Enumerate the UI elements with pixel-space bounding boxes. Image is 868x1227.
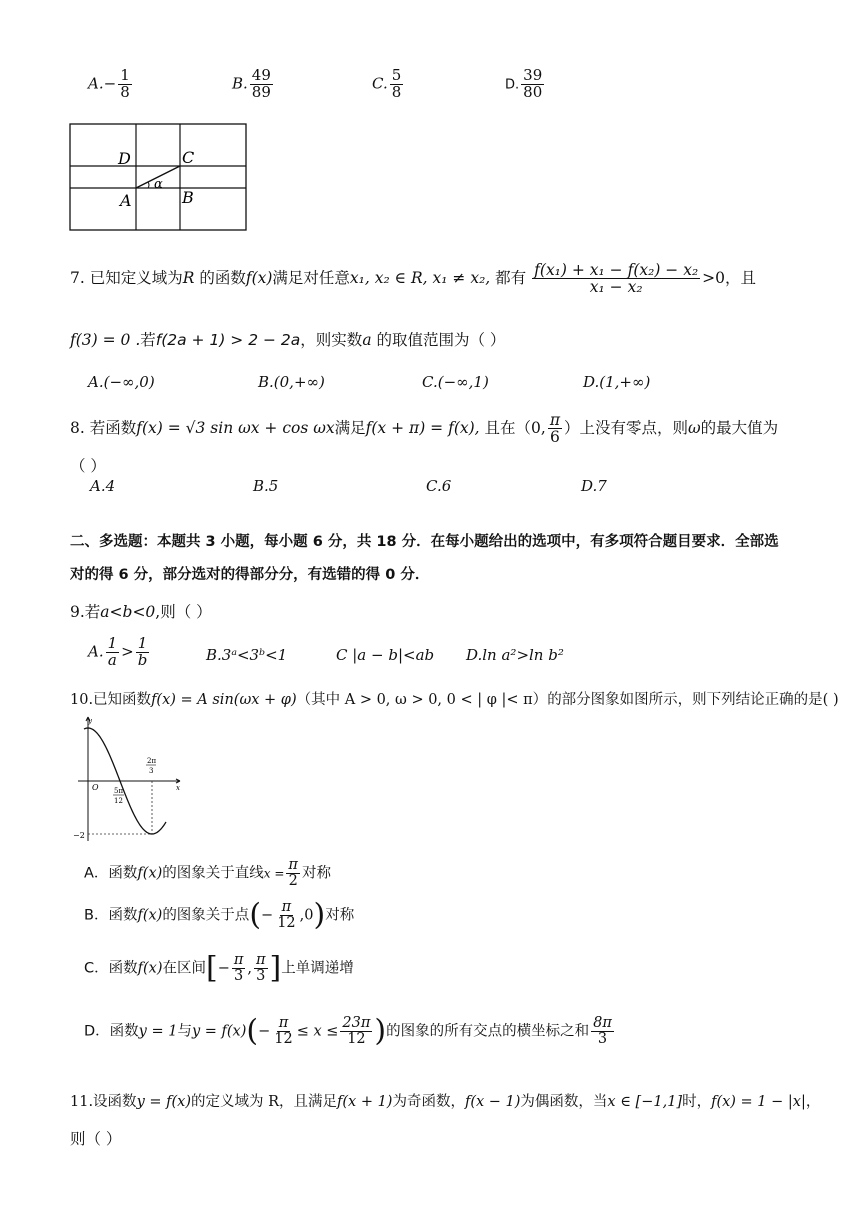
q6-option-a-label: A. xyxy=(88,74,104,93)
graph-t1-den: 12 xyxy=(114,797,123,805)
q10-b-label: B．函数 xyxy=(84,907,138,924)
q6-option-d xyxy=(505,68,546,101)
q8-prefix: 8. 若函数 xyxy=(70,418,137,437)
q10-b-text: 的图象关于点 xyxy=(162,907,250,924)
q11-e: ， xyxy=(805,1094,821,1110)
q10-d-y1: y = 1 xyxy=(138,1023,178,1040)
q9-stem xyxy=(70,600,212,622)
graph-y-label: y xyxy=(88,717,92,725)
q10-d-n2: 23π xyxy=(342,1015,371,1031)
q6-option-c-den: 8 xyxy=(391,82,402,101)
q8-frac-den: 6 xyxy=(549,428,560,447)
q8-stem-line1 xyxy=(70,412,778,446)
q10-b-den: 12 xyxy=(277,915,296,932)
q7-vars: x₁, x₂ ∈ R, x₁ ≠ x₂, xyxy=(349,268,491,287)
q11-f3: f(x) = 1 − |x| xyxy=(711,1094,806,1110)
q10-a-x: x = xyxy=(263,866,285,881)
q7-line2f: 的取值范围为（ ） xyxy=(371,331,506,349)
q10-b-num: π xyxy=(281,899,292,915)
q10-a-tail: 对称 xyxy=(301,865,331,882)
q7-fx: f(x) xyxy=(245,268,273,287)
q6-option-c-label: C. xyxy=(372,74,388,93)
q8-tail2: 的最大值为 xyxy=(700,418,779,437)
q9-tail: ,则（ ） xyxy=(155,603,212,621)
q8-cond: f(x + π) = f(x), xyxy=(365,418,480,437)
q7-option-c: C.(−∞,1) xyxy=(422,373,489,391)
q6-option-d-den: 80 xyxy=(523,82,543,101)
q7-line2d: ，则实数 xyxy=(300,331,363,349)
q7-tail: >0，且 xyxy=(702,268,757,287)
q10-c-label: C．函数 xyxy=(84,960,138,977)
q7-line2c: f(2a + 1) > 2 − 2a xyxy=(155,331,301,349)
q11-f2: f(x − 1) xyxy=(464,1094,521,1110)
graph-neg2: −2 xyxy=(73,831,85,840)
q7-r: R xyxy=(182,268,195,287)
q6-option-b-den: 89 xyxy=(251,82,271,101)
q8-option-a: A.4 xyxy=(90,477,116,495)
q8-func: f(x) = √3 sin ωx + cos ωx xyxy=(136,418,335,437)
q10-option-d: D．函数y = 1与y = f(x)(− $\frac{\pi}{12}$ ≤ x ≤ $\frac{23\pi}{12}$ )的图象的所有交点的横坐标之和 $\frac{8\pi}{3}$ xyxy=(84,1013,612,1049)
q8-option-d: D.7 xyxy=(581,477,607,495)
label-alpha: α xyxy=(154,177,163,192)
q11-interval: x ∈ [−1,1] xyxy=(607,1094,683,1110)
q10-c-n1: π xyxy=(233,952,244,968)
label-b: B xyxy=(182,188,194,207)
q10-c-fx: f(x) xyxy=(137,960,163,977)
q7-line2a: f(3) = 0 . xyxy=(70,331,141,349)
q11-a: 的定义域为 R，且满足 xyxy=(190,1094,338,1110)
q10-d-neg: − xyxy=(258,1023,271,1040)
q10-a-num: π xyxy=(288,857,298,873)
q10-stem xyxy=(70,688,839,709)
q9-option-b: B.3ᵃ<3ᵇ<1 xyxy=(206,646,288,664)
q11-func: y = f(x) xyxy=(136,1094,191,1110)
q7-line2b: 若 xyxy=(140,331,156,349)
q6-option-b xyxy=(232,68,275,101)
q11-stem-line1 xyxy=(70,1090,820,1111)
q10-c-tail: 上单调递增 xyxy=(281,960,354,977)
q11-f1: f(x + 1) xyxy=(337,1094,393,1110)
q10-b-neg: − xyxy=(261,907,274,924)
q6-option-b-label: B. xyxy=(232,74,248,93)
q9-prefix: 9.若 xyxy=(70,603,101,621)
q10-a-text: 的图象关于直线 xyxy=(162,865,264,882)
q6-option-a-den: 8 xyxy=(120,82,130,101)
q10-tail: 的部分图象如图所示，则下列结论正确的是( ) xyxy=(547,692,839,708)
q7-option-a: A.(−∞,0) xyxy=(88,373,155,391)
q8-omega: ω xyxy=(688,418,701,437)
q10-a-label: A．函数 xyxy=(84,865,138,882)
graph-x-label: x xyxy=(176,784,180,792)
q6-option-c xyxy=(372,68,405,101)
q10-c-d2: 3 xyxy=(256,968,266,985)
q6-option-a-num: 1 xyxy=(120,66,130,84)
q9-option-c: C |a − b|<ab xyxy=(336,646,435,664)
q10-option-b: B．函数f(x)的图象关于点(− $\frac{\pi}{12}$ ,0)对称 xyxy=(84,897,355,933)
q10-d-d2: 12 xyxy=(347,1031,366,1048)
q9-a-rel: > xyxy=(121,642,134,661)
q7-prefix: 7. 已知定义域为 xyxy=(70,268,183,287)
q10-d-d3: 3 xyxy=(597,1031,608,1048)
q10-c-d1: 3 xyxy=(234,968,244,985)
q10-d-d1: 12 xyxy=(274,1031,293,1048)
q9-a-d1: a xyxy=(107,650,117,669)
q10-b-point: ,0 xyxy=(299,907,314,924)
q7-stem-line2 xyxy=(70,328,505,350)
q6-option-a xyxy=(88,68,134,101)
q7-mid1: 的函数 xyxy=(194,268,246,287)
q7-option-d: D.(1,+∞) xyxy=(583,373,651,391)
q10-a-fx: f(x) xyxy=(137,865,163,882)
q7-option-b: B.(0,+∞) xyxy=(258,373,325,391)
q10-b-fx: f(x) xyxy=(137,907,163,924)
graph-t1-num: 5π xyxy=(114,787,124,795)
q7-frac-den: x₁ − x₂ xyxy=(589,278,643,297)
q10-c-text: 在区间 xyxy=(162,960,206,977)
q10-option-a xyxy=(84,858,331,889)
q11-stem-line2: 则（ ） xyxy=(70,1130,122,1148)
q8-paren: （ ） xyxy=(70,457,106,475)
q9-option-a xyxy=(88,636,151,669)
q8-mid2: 且在（0, xyxy=(479,418,546,437)
q10-prefix: 10.已知函数 xyxy=(70,692,152,708)
q10-d-n1: π xyxy=(278,1015,289,1031)
q10-cond: （其中 A > 0, ω > 0, 0 < | φ |< π） xyxy=(296,692,548,708)
section2-line1: 二、多选题：本题共 3 小题，每小题 6 分，共 18 分．在每小题给出的选项中，有多项符合题目要求．全部选 xyxy=(70,534,779,550)
q7-frac-num: f(x₁) + x₁ − f(x₂) − x₂ xyxy=(534,261,699,279)
q10-b-tail: 对称 xyxy=(325,907,355,924)
q6-option-c-num: 5 xyxy=(391,66,402,84)
q8-frac-num: π xyxy=(549,411,560,429)
q11-b: 为奇函数， xyxy=(392,1094,465,1110)
q10-a-den: 2 xyxy=(288,873,298,890)
section2-line2: 对的得 6 分，部分选对的得部分分，有选错的得 0 分． xyxy=(70,567,430,583)
q8-tail: ）上没有零点，则 xyxy=(564,418,689,437)
q10-d-text: 的图象的所有交点的横坐标之和 xyxy=(386,1023,590,1040)
q10-c-neg: − xyxy=(217,960,230,977)
q10-d-n3: 8π xyxy=(593,1015,612,1031)
q9-a-n2: 1 xyxy=(137,634,148,652)
q6-option-b-num: 49 xyxy=(251,66,271,84)
q8-option-b: B.5 xyxy=(253,477,279,495)
graph-t2-den: 3 xyxy=(149,767,154,775)
q7-line2e: a xyxy=(362,331,372,349)
q10-func: f(x) = A sin(ωx + φ) xyxy=(151,692,297,708)
q10-d-le: ≤ x ≤ xyxy=(296,1023,339,1040)
q10-option-c: C．函数f(x)在区间[− $\frac{\pi}{3}$ , $\frac{\pi}{3}$ ]上单调递增 xyxy=(84,950,354,986)
label-d: D xyxy=(118,149,131,168)
graph-t2-num: 2π xyxy=(147,757,157,765)
q10-d-label: D．函数 xyxy=(84,1023,139,1040)
q7-stem-line1 xyxy=(70,262,756,296)
q10-d-and: 与 xyxy=(177,1023,192,1040)
q6-option-d-label: D. xyxy=(505,77,520,93)
q10-d-y2: y = f(x) xyxy=(191,1023,247,1040)
q9-cond: a<b<0 xyxy=(100,603,156,621)
q7-mid3: 都有 xyxy=(490,268,527,287)
q11-c: 为偶函数，当 xyxy=(520,1094,608,1110)
q6-grid-figure xyxy=(68,122,250,234)
graph-origin: O xyxy=(92,783,99,792)
q11-prefix: 11.设函数 xyxy=(70,1094,137,1110)
q10-c-n2: π xyxy=(256,952,266,968)
q9-option-d: D.ln a²>ln b² xyxy=(466,646,564,664)
q6-option-d-num: 39 xyxy=(523,66,543,84)
q10-sine-graph xyxy=(70,713,190,843)
q6-option-a-sign: − xyxy=(103,74,117,93)
q9-a-n1: 1 xyxy=(107,634,118,652)
q9-option-a-label: A. xyxy=(88,642,104,661)
q8-mid: 满足 xyxy=(334,418,366,437)
q7-mid2: 满足对任意 xyxy=(272,268,350,287)
q8-option-c: C.6 xyxy=(426,477,452,495)
label-a: A xyxy=(120,191,132,210)
label-c: C xyxy=(182,148,195,167)
q11-d: 时， xyxy=(682,1094,712,1110)
q9-a-d2: b xyxy=(137,650,148,669)
